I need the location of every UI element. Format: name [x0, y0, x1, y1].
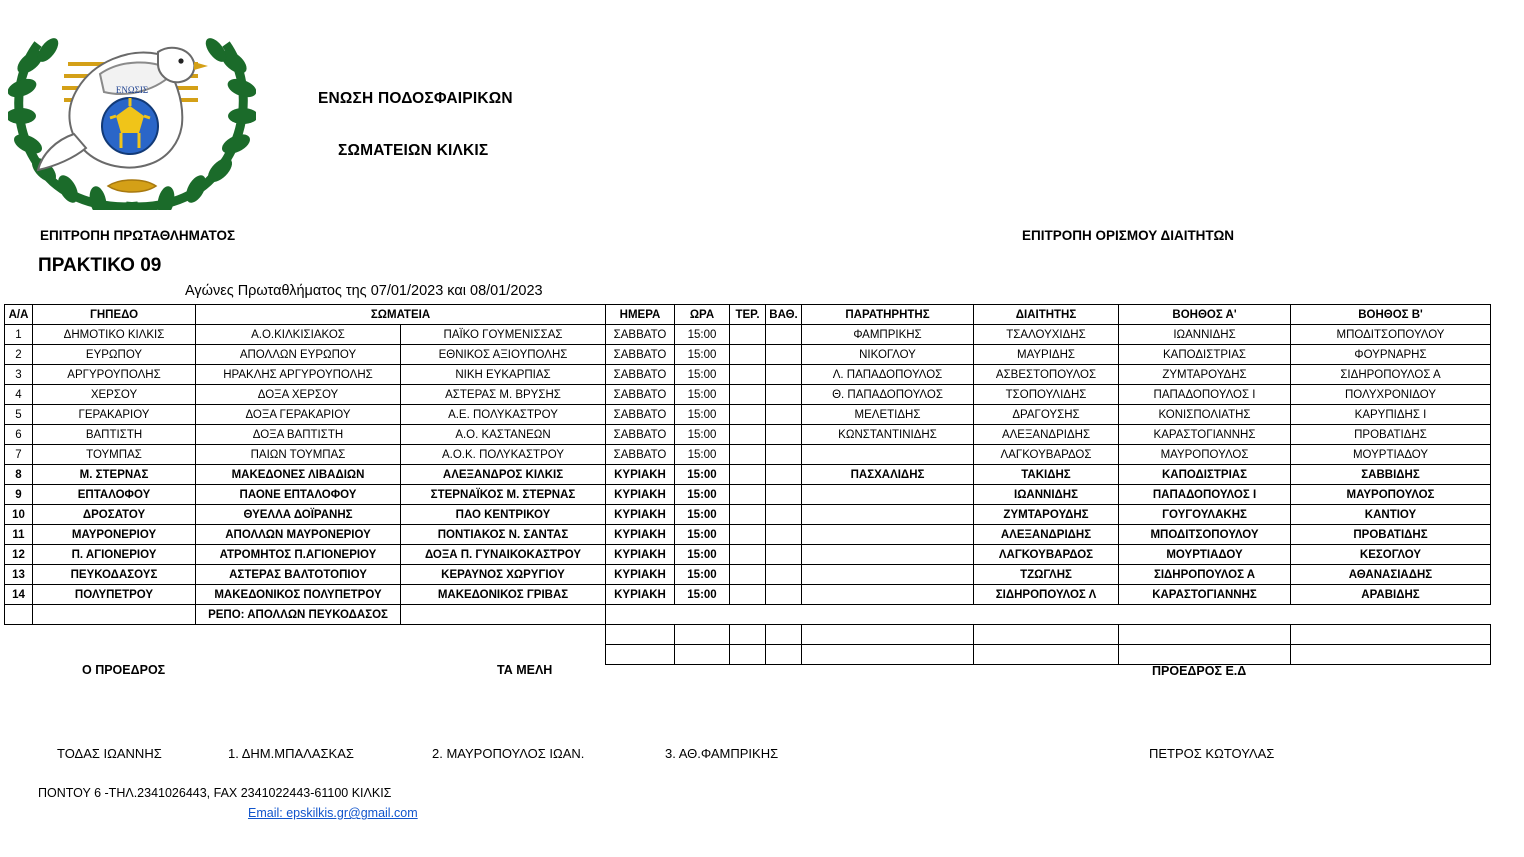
- organization-title-line2: ΣΩΜΑΤΕΙΩΝ ΚΙΛΚΙΣ: [338, 142, 489, 159]
- cell-referee: ΖΥΜΤΑΡΟΥΔΗΣ: [974, 505, 1119, 525]
- cell-vath: [766, 565, 802, 585]
- cell-ter: [730, 485, 766, 505]
- cell-aa: 14: [5, 585, 33, 605]
- cell-empty: [766, 645, 802, 665]
- cell-away: [401, 605, 606, 625]
- cell-ter: [730, 365, 766, 385]
- cell-assistant1: ΖΥΜΤΑΡΟΥΔΗΣ: [1119, 365, 1291, 385]
- table-row: [5, 445, 1491, 465]
- cell-referee: ΙΩΑΝΝΙΔΗΣ: [974, 485, 1119, 505]
- cell-venue: ΒΑΠΤΙΣΤΗ: [33, 425, 196, 445]
- cell-empty: [1291, 625, 1491, 645]
- cell-referee: ΑΛΕΞΑΝΔΡΙΔΗΣ: [974, 425, 1119, 445]
- cell-day: ΚΥΡΙΑΚΗ: [606, 585, 675, 605]
- cell-assistant1: ΙΩΑΝΝΙΔΗΣ: [1119, 325, 1291, 345]
- cell-observer: Θ. ΠΑΠΑΔΟΠΟΥΛΟΣ: [802, 385, 974, 405]
- cell-ter: [730, 545, 766, 565]
- col-aa: Α/Α: [5, 305, 33, 325]
- cell-venue: ΕΥΡΩΠΟΥ: [33, 345, 196, 365]
- cell-observer: [802, 505, 974, 525]
- col-vath: ΒΑΘ.: [766, 305, 802, 325]
- cell-assistant2: ΚΑΡΥΠΙΔΗΣ Ι: [1291, 405, 1491, 425]
- cell-aa: 7: [5, 445, 33, 465]
- cell-empty: [1119, 605, 1291, 625]
- cell-repo: ΡΕΠΟ: ΑΠΟΛΛΩΝ ΠΕΥΚΟΔΑΣΟΣ: [196, 605, 401, 625]
- cell-away: ΠΟΝΤΙΑΚΟΣ Ν. ΣΑΝΤΑΣ: [401, 525, 606, 545]
- cell-assistant1: ΜΠΟΔΙΤΣΟΠΟΥΛΟΥ: [1119, 525, 1291, 545]
- empty-row: [5, 645, 1491, 665]
- cell-away: Α.Ο.Κ. ΠΟΛΥΚΑΣΤΡΟΥ: [401, 445, 606, 465]
- cell-empty: [1291, 605, 1491, 625]
- col-assistant1: ΒΟΗΘΟΣ Α': [1119, 305, 1291, 325]
- cell-home: ΔΟΞΑ ΓΕΡΑΚΑΡΙΟΥ: [196, 405, 401, 425]
- cell-observer: [802, 565, 974, 585]
- table-row: [5, 525, 1491, 545]
- cell-vath: [766, 405, 802, 425]
- table-row: [5, 585, 1491, 605]
- cell-aa: 13: [5, 565, 33, 585]
- cell-time: 15:00: [675, 565, 730, 585]
- cell-referee: ΛΑΓΚΟΥΒΑΡΔΟΣ: [974, 445, 1119, 465]
- col-venue: ΓΗΠΕΔΟ: [33, 305, 196, 325]
- table-header-row: [5, 305, 1491, 325]
- cell-away: ΠΑΟ ΚΕΝΤΡΙΚΟΥ: [401, 505, 606, 525]
- cell-day: ΣΑΒΒΑΤΟ: [606, 325, 675, 345]
- col-ter: ΤΕΡ.: [730, 305, 766, 325]
- cell-assistant2: ΚΕΣΟΓΛΟΥ: [1291, 545, 1491, 565]
- cell-assistant1: ΚΑΠΟΔΙΣΤΡΙΑΣ: [1119, 465, 1291, 485]
- cell-ter: [730, 405, 766, 425]
- cell-assistant2: ΠΡΟΒΑΤΙΔΗΣ: [1291, 525, 1491, 545]
- cell-assistant1: ΣΙΔΗΡΟΠΟΥΛΟΣ Α: [1119, 565, 1291, 585]
- cell-ter: [730, 565, 766, 585]
- cell-empty: [606, 645, 675, 665]
- logo-emblem: [8, 14, 256, 210]
- cell-venue: ΤΟΥΜΠΑΣ: [33, 445, 196, 465]
- col-clubs: ΣΩΜΑΤΕΙΑ: [196, 305, 606, 325]
- cell-aa: 12: [5, 545, 33, 565]
- cell-away: ΕΘΝΙΚΟΣ ΑΞΙΟΥΠΟΛΗΣ: [401, 345, 606, 365]
- cell-aa: 5: [5, 405, 33, 425]
- cell-empty: [766, 605, 802, 625]
- cell-observer: Λ. ΠΑΠΑΔΟΠΟΥΛΟΣ: [802, 365, 974, 385]
- cell-day: ΣΑΒΒΑΤΟ: [606, 345, 675, 365]
- table-row: [5, 465, 1491, 485]
- cell-assistant2: ΜΑΥΡΟΠΟΥΛΟΣ: [1291, 485, 1491, 505]
- col-day: ΗΜΕΡΑ: [606, 305, 675, 325]
- cell-venue: ΜΑΥΡΟΝΕΡΙΟΥ: [33, 525, 196, 545]
- cell-venue: ΕΠΤΑΛΟΦΟΥ: [33, 485, 196, 505]
- cell-referee: ΤΣΟΠΟΥΛΙΔΗΣ: [974, 385, 1119, 405]
- cell-empty: [802, 645, 974, 665]
- cell-referee: ΔΡΑΓΟΥΣΗΣ: [974, 405, 1119, 425]
- cell-assistant1: ΓΟΥΓΟΥΛΑΚΗΣ: [1119, 505, 1291, 525]
- cell-day: ΚΥΡΙΑΚΗ: [606, 465, 675, 485]
- cell-home: Α.Ο.ΚΙΛΚΙΣΙΑΚΟΣ: [196, 325, 401, 345]
- cell-empty: [974, 645, 1119, 665]
- cell-empty: [5, 625, 33, 645]
- cell-observer: [802, 545, 974, 565]
- cell-vath: [766, 465, 802, 485]
- cell-ter: [730, 445, 766, 465]
- cell-assistant1: ΠΑΠΑΔΟΠΟΥΛΟΣ Ι: [1119, 385, 1291, 405]
- committee-left-label: ΕΠΙΤΡΟΠΗ ΠΡΩΤΑΘΛΗΜΑΤΟΣ: [40, 228, 236, 243]
- cell-assistant2: ΑΡΑΒΙΔΗΣ: [1291, 585, 1491, 605]
- cell-away: ΝΙΚΗ ΕΥΚΑΡΠΙΑΣ: [401, 365, 606, 385]
- cell-day: ΚΥΡΙΑΚΗ: [606, 545, 675, 565]
- cell-vath: [766, 385, 802, 405]
- table-row: [5, 425, 1491, 445]
- cell-time: 15:00: [675, 525, 730, 545]
- cell-day: ΚΥΡΙΑΚΗ: [606, 485, 675, 505]
- cell-assistant2: ΜΠΟΔΙΤΣΟΠΟΥΛΟΥ: [1291, 325, 1491, 345]
- cell-aa: 10: [5, 505, 33, 525]
- cell-home: ΜΑΚΕΔΟΝΕΣ ΛΙΒΑΔΙΩΝ: [196, 465, 401, 485]
- cell-referee: ΑΣΒΕΣΤΟΠΟΥΛΟΣ: [974, 365, 1119, 385]
- col-time: ΩΡΑ: [675, 305, 730, 325]
- cell-aa: [5, 605, 33, 625]
- cell-home: ΘΥΕΛΛΑ ΔΟΪΡΑΝΗΣ: [196, 505, 401, 525]
- cell-aa: 1: [5, 325, 33, 345]
- cell-assistant2: ΜΟΥΡΤΙΑΔΟΥ: [1291, 445, 1491, 465]
- cell-away: ΠΑΪΚΟ ΓΟΥΜΕΝΙΣΣΑΣ: [401, 325, 606, 345]
- cell-ter: [730, 465, 766, 485]
- footer-address: ΠΟΝΤΟΥ 6 -ΤΗΛ.2341026443, FAX 2341022443-61100 ΚΙΛΚΙΣ: [38, 786, 392, 800]
- cell-day: ΣΑΒΒΑΤΟ: [606, 385, 675, 405]
- committee-right-label: ΕΠΙΤΡΟΠΗ ΟΡΙΣΜΟΥ ΔΙΑΙΤΗΤΩΝ: [1022, 228, 1235, 243]
- cell-day: ΚΥΡΙΑΚΗ: [606, 565, 675, 585]
- cell-empty: [675, 625, 730, 645]
- cell-empty: [802, 605, 974, 625]
- epsk-logo: [8, 14, 256, 210]
- cell-assistant1: ΚΟΝΙΣΠΟΛΙΑΤΗΣ: [1119, 405, 1291, 425]
- svg-text:ΕΝΩΣΙΣ: ΕΝΩΣΙΣ: [115, 85, 149, 95]
- cell-aa: 3: [5, 365, 33, 385]
- cell-assistant2: ΑΘΑΝΑΣΙΑΔΗΣ: [1291, 565, 1491, 585]
- cell-time: 15:00: [675, 325, 730, 345]
- cell-empty: [766, 625, 802, 645]
- cell-assistant2: ΠΡΟΒΑΤΙΔΗΣ: [1291, 425, 1491, 445]
- cell-empty: [730, 625, 766, 645]
- cell-vath: [766, 425, 802, 445]
- cell-day: ΚΥΡΙΑΚΗ: [606, 525, 675, 545]
- cell-aa: 6: [5, 425, 33, 445]
- cell-time: 15:00: [675, 445, 730, 465]
- cell-aa: 2: [5, 345, 33, 365]
- cell-venue: ΑΡΓΥΡΟΥΠΟΛΗΣ: [33, 365, 196, 385]
- cell-empty: [730, 645, 766, 665]
- table-row: [5, 545, 1491, 565]
- cell-home: ΗΡΑΚΛΗΣ ΑΡΓΥΡΟΥΠΟΛΗΣ: [196, 365, 401, 385]
- cell-day: ΣΑΒΒΑΤΟ: [606, 445, 675, 465]
- cell-vath: [766, 365, 802, 385]
- table-row: [5, 485, 1491, 505]
- cell-away: Α.Ο. ΚΑΣΤΑΝΕΩΝ: [401, 425, 606, 445]
- document-subtitle: Αγώνες Πρωταθλήματος της 07/01/2023 και 08/01/2023: [185, 283, 543, 299]
- cell-empty: [196, 625, 401, 645]
- cell-home: ΑΠΟΛΛΩΝ ΕΥΡΩΠΟΥ: [196, 345, 401, 365]
- cell-time: 15:00: [675, 425, 730, 445]
- cell-venue: Μ. ΣΤΕΡΝΑΣ: [33, 465, 196, 485]
- footer-email-link[interactable]: Email: epskilkis.gr@gmail.com: [248, 806, 418, 820]
- cell-time: 15:00: [675, 585, 730, 605]
- cell-home: ΠΑΙΩΝ ΤΟΥΜΠΑΣ: [196, 445, 401, 465]
- cell-away: ΔΟΞΑ Π. ΓΥΝΑΙΚΟΚΑΣΤΡΟΥ: [401, 545, 606, 565]
- cell-empty: [606, 625, 675, 645]
- cell-observer: ΝΙΚΟΓΛΟΥ: [802, 345, 974, 365]
- cell-time: 15:00: [675, 365, 730, 385]
- cell-home: ΑΠΟΛΛΩΝ ΜΑΥΡΟΝΕΡΙΟΥ: [196, 525, 401, 545]
- cell-empty: [1291, 645, 1491, 665]
- col-observer: ΠΑΡΑΤΗΡΗΤΗΣ: [802, 305, 974, 325]
- cell-time: 15:00: [675, 345, 730, 365]
- cell-vath: [766, 545, 802, 565]
- cell-referee: ΑΛΕΞΑΝΔΡΙΔΗΣ: [974, 525, 1119, 545]
- cell-vath: [766, 345, 802, 365]
- cell-away: ΑΛΕΞΑΝΔΡΟΣ ΚΙΛΚΙΣ: [401, 465, 606, 485]
- cell-venue: ΧΕΡΣΟΥ: [33, 385, 196, 405]
- cell-home: ΔΟΞΑ ΧΕΡΣΟΥ: [196, 385, 401, 405]
- cell-ter: [730, 425, 766, 445]
- member-3-name: 3. ΑΘ.ΦΑΜΠΡΙΚΗΣ: [665, 746, 779, 761]
- cell-day: ΚΥΡΙΑΚΗ: [606, 505, 675, 525]
- table-row: [5, 405, 1491, 425]
- cell-observer: [802, 585, 974, 605]
- table-row: [5, 325, 1491, 345]
- cell-vath: [766, 485, 802, 505]
- cell-empty: [401, 645, 606, 665]
- cell-ter: [730, 325, 766, 345]
- table-row: [5, 385, 1491, 405]
- president-name: ΤΟΔΑΣ ΙΩΑΝΝΗΣ: [57, 746, 162, 761]
- cell-observer: ΠΑΣΧΑΛΙΔΗΣ: [802, 465, 974, 485]
- cell-day: ΣΑΒΒΑΤΟ: [606, 405, 675, 425]
- cell-ter: [730, 345, 766, 365]
- cell-vath: [766, 505, 802, 525]
- cell-ter: [730, 525, 766, 545]
- cell-home: ΠΑΟΝΕ ΕΠΤΑΛΟΦΟΥ: [196, 485, 401, 505]
- cell-home: ΜΑΚΕΔΟΝΙΚΟΣ ΠΟΛΥΠΕΤΡΟΥ: [196, 585, 401, 605]
- cell-home: ΑΣΤΕΡΑΣ ΒΑΛΤΟΤΟΠΙΟΥ: [196, 565, 401, 585]
- table-row: [5, 365, 1491, 385]
- cell-venue: [33, 605, 196, 625]
- cell-referee: ΛΑΓΚΟΥΒΑΡΔΟΣ: [974, 545, 1119, 565]
- repo-row: [5, 605, 1491, 625]
- president-label: Ο ΠΡΟΕΔΡΟΣ: [82, 663, 166, 677]
- table-row: [5, 345, 1491, 365]
- cell-day: ΣΑΒΒΑΤΟ: [606, 425, 675, 445]
- cell-venue: ΔΗΜΟΤΙΚΟ ΚΙΛΚΙΣ: [33, 325, 196, 345]
- cell-time: 15:00: [675, 465, 730, 485]
- cell-venue: ΠΟΛΥΠΕΤΡΟΥ: [33, 585, 196, 605]
- cell-ter: [730, 585, 766, 605]
- cell-venue: ΓΕΡΑΚΑΡΙΟΥ: [33, 405, 196, 425]
- page-title: ΠΡΑΚΤΙΚΟ 09: [38, 255, 162, 276]
- cell-empty: [196, 645, 401, 665]
- cell-empty: [1119, 645, 1291, 665]
- cell-referee: ΣΙΔΗΡΟΠΟΥΛΟΣ Λ: [974, 585, 1119, 605]
- document-header: [0, 0, 1524, 215]
- cell-empty: [33, 645, 196, 665]
- empty-row: [5, 625, 1491, 645]
- cell-time: 15:00: [675, 405, 730, 425]
- cell-aa: 11: [5, 525, 33, 545]
- cell-assistant2: ΣΙΔΗΡΟΠΟΥΛΟΣ Α: [1291, 365, 1491, 385]
- cell-ter: [730, 385, 766, 405]
- cell-empty: [606, 605, 675, 625]
- cell-venue: ΠΕΥΚΟΔΑΣΟΥΣ: [33, 565, 196, 585]
- cell-aa: 9: [5, 485, 33, 505]
- cell-ter: [730, 505, 766, 525]
- cell-vath: [766, 585, 802, 605]
- cell-venue: ΔΡΟΣΑΤΟΥ: [33, 505, 196, 525]
- cell-assistant1: ΠΑΠΑΔΟΠΟΥΛΟΣ Ι: [1119, 485, 1291, 505]
- cell-away: ΚΕΡΑΥΝΟΣ ΧΩΡΥΓΙΟΥ: [401, 565, 606, 585]
- cell-observer: ΦΑΜΠΡΙΚΗΣ: [802, 325, 974, 345]
- cell-away: ΜΑΚΕΔΟΝΙΚΟΣ ΓΡΙΒΑΣ: [401, 585, 606, 605]
- member-1-name: 1. ΔΗΜ.ΜΠΑΛΑΣΚΑΣ: [228, 746, 354, 761]
- col-assistant2: ΒΟΗΘΟΣ Β': [1291, 305, 1491, 325]
- ed-president-name: ΠΕΤΡΟΣ ΚΩΤΟΥΛΑΣ: [1149, 746, 1275, 761]
- cell-time: 15:00: [675, 485, 730, 505]
- ed-president-label: ΠΡΟΕΔΡΟΣ Ε.Δ: [1152, 664, 1247, 678]
- col-referee: ΔΙΑΙΤΗΤΗΣ: [974, 305, 1119, 325]
- cell-assistant1: ΚΑΡΑΣΤΟΓΙΑΝΝΗΣ: [1119, 425, 1291, 445]
- cell-aa: 8: [5, 465, 33, 485]
- table-row: [5, 505, 1491, 525]
- cell-assistant1: ΚΑΠΟΔΙΣΤΡΙΑΣ: [1119, 345, 1291, 365]
- cell-assistant2: ΣΑΒΒΙΔΗΣ: [1291, 465, 1491, 485]
- cell-time: 15:00: [675, 545, 730, 565]
- cell-assistant1: ΜΟΥΡΤΙΑΔΟΥ: [1119, 545, 1291, 565]
- cell-home: ΔΟΞΑ ΒΑΠΤΙΣΤΗ: [196, 425, 401, 445]
- cell-observer: [802, 525, 974, 545]
- cell-referee: ΤΖΩΓΛΗΣ: [974, 565, 1119, 585]
- cell-away: Α.Ε. ΠΟΛΥΚΑΣΤΡΟΥ: [401, 405, 606, 425]
- cell-empty: [974, 625, 1119, 645]
- cell-time: 15:00: [675, 505, 730, 525]
- cell-away: ΣΤΕΡΝΑΪΚΟΣ Μ. ΣΤΕΡΝΑΣ: [401, 485, 606, 505]
- cell-empty: [401, 625, 606, 645]
- cell-observer: ΜΕΛΕΤΙΔΗΣ: [802, 405, 974, 425]
- fixtures-table: [4, 304, 1491, 665]
- cell-day: ΣΑΒΒΑΤΟ: [606, 365, 675, 385]
- cell-observer: ΚΩΝΣΤΑΝΤΙΝΙΔΗΣ: [802, 425, 974, 445]
- cell-assistant2: ΚΑΝΤΙΟΥ: [1291, 505, 1491, 525]
- cell-venue: Π. ΑΓΙΟΝΕΡΙΟΥ: [33, 545, 196, 565]
- cell-vath: [766, 325, 802, 345]
- cell-assistant2: ΦΟΥΡΝΑΡΗΣ: [1291, 345, 1491, 365]
- organization-title-line1: ΕΝΩΣΗ ΠΟΔΟΣΦΑΙΡΙΚΩΝ: [318, 90, 513, 107]
- cell-empty: [730, 605, 766, 625]
- cell-home: ΑΤΡΟΜΗΤΟΣ Π.ΑΓΙΟΝΕΡΙΟΥ: [196, 545, 401, 565]
- cell-assistant1: ΜΑΥΡΟΠΟΥΛΟΣ: [1119, 445, 1291, 465]
- members-label: ΤΑ ΜΕΛΗ: [497, 663, 553, 677]
- cell-away: ΑΣΤΕΡΑΣ Μ. ΒΡΥΣΗΣ: [401, 385, 606, 405]
- cell-referee: ΜΑΥΡΙΔΗΣ: [974, 345, 1119, 365]
- cell-assistant1: ΚΑΡΑΣΤΟΓΙΑΝΝΗΣ: [1119, 585, 1291, 605]
- cell-assistant2: ΠΟΛΥΧΡΟΝΙΔΟΥ: [1291, 385, 1491, 405]
- table-row: [5, 565, 1491, 585]
- cell-empty: [1119, 625, 1291, 645]
- cell-empty: [802, 625, 974, 645]
- cell-vath: [766, 445, 802, 465]
- cell-empty: [675, 605, 730, 625]
- cell-aa: 4: [5, 385, 33, 405]
- cell-empty: [33, 625, 196, 645]
- cell-time: 15:00: [675, 385, 730, 405]
- cell-vath: [766, 525, 802, 545]
- cell-empty: [5, 645, 33, 665]
- member-2-name: 2. ΜΑΥΡΟΠΟΥΛΟΣ ΙΩΑΝ.: [432, 746, 585, 761]
- cell-observer: [802, 445, 974, 465]
- cell-observer: [802, 485, 974, 505]
- cell-referee: ΤΣΑΛΟΥΧΙΔΗΣ: [974, 325, 1119, 345]
- cell-empty: [974, 605, 1119, 625]
- cell-referee: ΤΑΚΙΔΗΣ: [974, 465, 1119, 485]
- cell-empty: [675, 645, 730, 665]
